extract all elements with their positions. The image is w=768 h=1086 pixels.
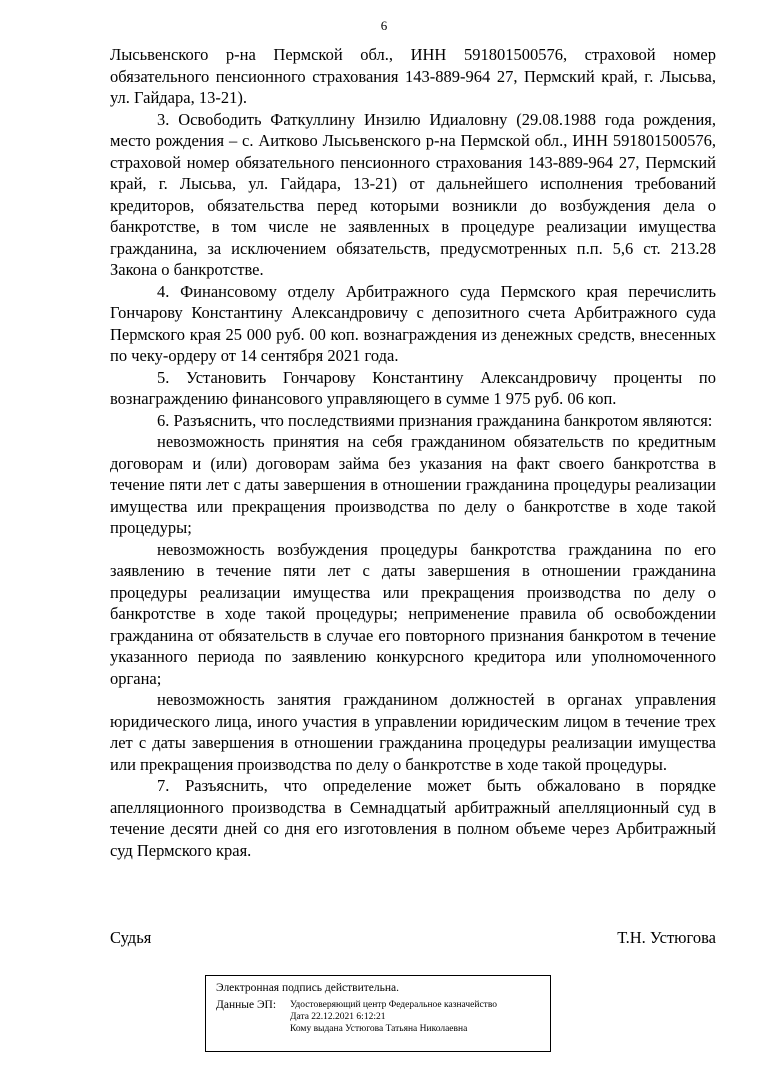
paragraph: 3. Освободить Фаткуллину Инзилю Идиаловну (29.08.1988 года рождения, место рождения – с. Аитково Лысьвенского р-на Пермской обл., ИНН 591801500576, страховой номер обязательного пенсионного страхования 143-889-964 27, Пермский край, г. Лысьва, ул. Гайдара, 13-21) от дальнейшего исполнения требований кредиторов, обязательства перед которыми возникли до возбуждения дела о банкротстве, в том числе не заявленных в процедуре реализации имущества гражданина, за исключением обязательств, предусмотренных п.п. 5,6 ст. 213.28 Закона о банкротстве. bbox=[110, 109, 716, 279]
paragraph: невозможность занятия гражданином должностей в органах управления юридического лица, иного участия в управлении юридическим лицом в течение трех лет с даты завершения в отношении гражданина процедуры реализации имущества или прекращения производства по делу о банкротстве в ходе такой процедуры. bbox=[110, 690, 716, 774]
paragraph: 4. Финансовому отделу Арбитражного суда Пермского края перечислить Гончарову Константину Александровичу с депозитного счета Арбитражного суда Пермского края 25 000 руб. 00 коп. вознаграждения из денежных средств, внесенных по чеку-ордеру от 14 сентября 2021 года. bbox=[110, 281, 716, 365]
stamp-title: Электронная подпись действительна. bbox=[216, 982, 399, 994]
stamp-issuer: Удостоверяющий центр Федеральное казначейство bbox=[290, 1000, 497, 1010]
signature-name: Т.Н. Устюгова bbox=[617, 928, 716, 947]
paragraph: Лысьвенского р-на Пермской обл., ИНН 591801500576, страховой номер обязательного пенсионного страхования 143-889-964 27, Пермский край, г. Лысьва, ул. Гайдара, 13-21). bbox=[110, 45, 716, 107]
stamp-key: Данные ЭП: bbox=[216, 999, 277, 1011]
paragraph: невозможность возбуждения процедуры банкротства гражданина по его заявлению в течение пяти лет с даты завершения в отношении гражданина процедуры реализации имущества или прекращения производства по делу о банкротстве в ходе такой процедуры; неприменение правила об освобождении гражданина от обязательств в случае его повторного признания банкротом в течение указанного периода по заявлению конкурсного кредитора или уполномоченного органа; bbox=[110, 539, 716, 688]
document-body bbox=[110, 44, 716, 861]
paragraph: 7. Разъяснить, что определение может быть обжаловано в порядке апелляционного производства в Семнадцатый арбитражный апелляционный суд в течение десяти дней со дня его изготовления в полном объеме через Арбитражный суд Пермского края. bbox=[110, 776, 716, 860]
paragraph: невозможность принятия на себя гражданином обязательств по кредитным договорам и (или) договорам займа без указания на факт своего банкротства в течение пяти лет с даты завершения в отношении гражданина процедуры реализации имущества или прекращения производства по делу о банкротстве в ходе такой процедуры; bbox=[110, 432, 716, 537]
signature-role: Судья bbox=[110, 928, 152, 947]
stamp-date: Дата 22.12.2021 6:12:21 bbox=[290, 1012, 386, 1022]
page-number: 6 bbox=[380, 18, 388, 33]
stamp-owner: Кому выдана Устюгова Татьяна Николаевна bbox=[290, 1024, 468, 1034]
electronic-signature-stamp bbox=[205, 975, 551, 1052]
signature-row bbox=[110, 928, 716, 948]
paragraph: 6. Разъяснить, что последствиями признания гражданина банкротом являются: bbox=[157, 410, 713, 430]
paragraph: 5. Установить Гончарову Константину Александровичу проценты по вознаграждению финансового управляющего в сумме 1 975 руб. 06 коп. bbox=[110, 367, 716, 408]
